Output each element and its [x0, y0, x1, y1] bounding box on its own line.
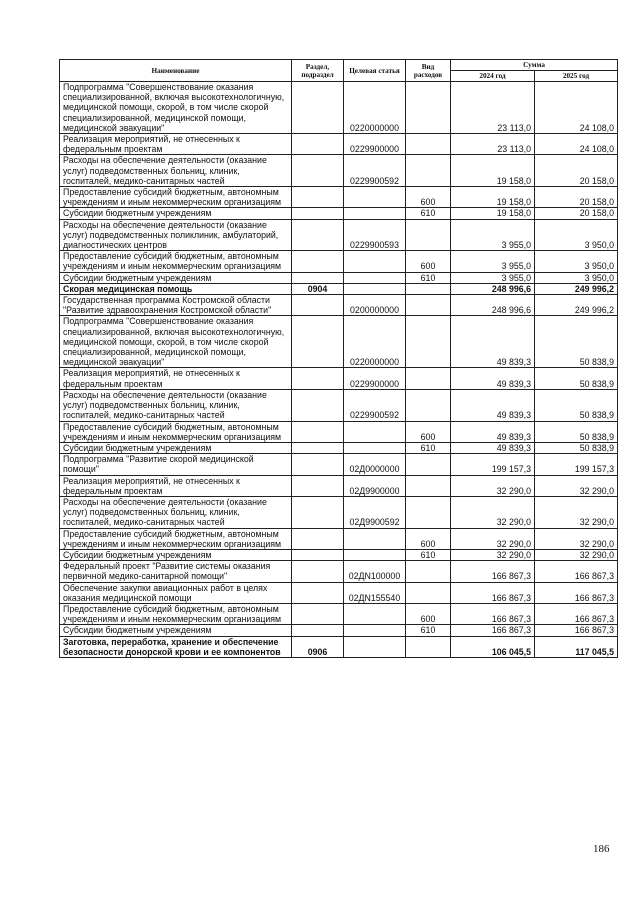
table-row — [60, 582, 618, 603]
row-target: 02Д9900000 — [344, 475, 406, 496]
table-row — [60, 187, 618, 208]
row-expense-type — [406, 295, 451, 316]
row-target — [344, 603, 406, 624]
row-sum-2024: 199 157,3 — [451, 454, 535, 475]
table-row — [60, 475, 618, 496]
row-sum-2024: 3 955,0 — [451, 251, 535, 272]
row-sum-2024: 19 158,0 — [451, 187, 535, 208]
table-row — [60, 316, 618, 368]
row-target: 0220000000 — [344, 82, 406, 134]
row-name: Подпрограмма "Развитие скорой медицинской помощи" — [60, 454, 292, 475]
table-row — [60, 219, 618, 251]
row-target: 0229900000 — [344, 134, 406, 155]
row-sum-2024: 166 867,3 — [451, 603, 535, 624]
row-target — [344, 636, 406, 657]
row-sum-2025: 3 950,0 — [535, 251, 618, 272]
row-section — [292, 625, 344, 636]
table-row — [60, 272, 618, 283]
row-expense-type: 610 — [406, 272, 451, 283]
row-name: Реализация мероприятий, не отнесенных к федеральным проектам — [60, 368, 292, 389]
table-row — [60, 636, 618, 657]
row-section: 0906 — [292, 636, 344, 657]
row-section — [292, 454, 344, 475]
row-name: Расходы на обеспечение деятельности (оказание услуг) подведомственных больниц, клиник, госпиталей, медико-санитарных частей — [60, 389, 292, 421]
table-row — [60, 421, 618, 442]
row-expense-type: 610 — [406, 442, 451, 453]
row-section — [292, 603, 344, 624]
table-row — [60, 442, 618, 453]
row-section — [292, 187, 344, 208]
table-row — [60, 251, 618, 272]
table-row — [60, 389, 618, 421]
row-target — [344, 208, 406, 219]
table-row — [60, 134, 618, 155]
table-row — [60, 295, 618, 316]
row-name: Субсидии бюджетным учреждениям — [60, 625, 292, 636]
page-number: 186 — [593, 843, 610, 855]
row-expense-type: 600 — [406, 528, 451, 549]
budget-table — [59, 59, 618, 658]
row-target: 0229900592 — [344, 155, 406, 187]
row-section — [292, 82, 344, 134]
row-target: 0200000000 — [344, 295, 406, 316]
row-section — [292, 155, 344, 187]
row-name: Предоставление субсидий бюджетным, автономным учреждениям и иным некоммерческим организациям — [60, 603, 292, 624]
row-sum-2024: 106 045,5 — [451, 636, 535, 657]
row-expense-type: 600 — [406, 251, 451, 272]
table-row — [60, 528, 618, 549]
row-sum-2024: 49 839,3 — [451, 442, 535, 453]
row-section — [292, 295, 344, 316]
row-section — [292, 528, 344, 549]
row-sum-2025: 20 158,0 — [535, 208, 618, 219]
row-section — [292, 316, 344, 368]
row-section — [292, 496, 344, 528]
row-section — [292, 421, 344, 442]
row-sum-2024: 32 290,0 — [451, 528, 535, 549]
row-target — [344, 272, 406, 283]
row-name: Предоставление субсидий бюджетным, автономным учреждениям и иным некоммерческим организациям — [60, 528, 292, 549]
row-target — [344, 187, 406, 208]
row-expense-type: 600 — [406, 421, 451, 442]
row-section: 0904 — [292, 283, 344, 294]
row-name: Предоставление субсидий бюджетным, автономным учреждениям и иным некоммерческим организациям — [60, 187, 292, 208]
header-year-2024: 2024 год — [451, 71, 535, 82]
row-section — [292, 368, 344, 389]
row-sum-2025: 50 838,9 — [535, 389, 618, 421]
row-sum-2025: 50 838,9 — [535, 442, 618, 453]
row-sum-2024: 3 955,0 — [451, 219, 535, 251]
row-sum-2024: 23 113,0 — [451, 82, 535, 134]
row-sum-2025: 24 108,0 — [535, 82, 618, 134]
row-section — [292, 272, 344, 283]
table-row — [60, 208, 618, 219]
row-expense-type: 600 — [406, 187, 451, 208]
row-sum-2024: 32 290,0 — [451, 496, 535, 528]
row-section — [292, 442, 344, 453]
row-section — [292, 389, 344, 421]
row-name: Подпрограмма "Совершенствование оказания специализированной, включая высокотехнологичную, медицинской помощи, скорой, в том числе скорой специализированной, медицинской помощи, медицинской эвакуации" — [60, 316, 292, 368]
row-sum-2024: 49 839,3 — [451, 368, 535, 389]
header-expense-type: Вид расходов — [406, 60, 451, 82]
row-sum-2024: 166 867,3 — [451, 582, 535, 603]
row-sum-2024: 19 158,0 — [451, 208, 535, 219]
row-name: Расходы на обеспечение деятельности (оказание услуг) подведомственных больниц, клиник, госпиталей, медико-санитарных частей — [60, 155, 292, 187]
row-target: 02ДN155540 — [344, 582, 406, 603]
row-sum-2025: 3 950,0 — [535, 219, 618, 251]
row-target: 02Д0000000 — [344, 454, 406, 475]
row-expense-type — [406, 389, 451, 421]
row-section — [292, 219, 344, 251]
row-sum-2025: 166 867,3 — [535, 582, 618, 603]
row-sum-2025: 24 108,0 — [535, 134, 618, 155]
row-sum-2024: 248 996,6 — [451, 283, 535, 294]
table-row — [60, 603, 618, 624]
row-target — [344, 283, 406, 294]
row-sum-2024: 19 158,0 — [451, 155, 535, 187]
row-section — [292, 475, 344, 496]
row-sum-2025: 50 838,9 — [535, 421, 618, 442]
row-sum-2024: 49 839,3 — [451, 316, 535, 368]
row-name: Предоставление субсидий бюджетным, автономным учреждениям и иным некоммерческим организациям — [60, 251, 292, 272]
row-target — [344, 421, 406, 442]
row-name: Федеральный проект "Развитие системы оказания первичной медико-санитарной помощи" — [60, 561, 292, 582]
row-target — [344, 442, 406, 453]
row-sum-2025: 32 290,0 — [535, 549, 618, 560]
row-expense-type: 610 — [406, 625, 451, 636]
table-body — [60, 82, 618, 658]
row-sum-2025: 249 996,2 — [535, 295, 618, 316]
row-target: 0229900592 — [344, 389, 406, 421]
row-sum-2025: 32 290,0 — [535, 475, 618, 496]
row-name: Расходы на обеспечение деятельности (оказание услуг) подведомственных поликлиник, амбулаторий, диагностических центров — [60, 219, 292, 251]
row-name: Скорая медицинская помощь — [60, 283, 292, 294]
row-name: Подпрограмма "Совершенствование оказания специализированной, включая высокотехнологичную, медицинской помощи, скорой, в том числе скорой специализированной, медицинской помощи, медицинской эвакуации" — [60, 82, 292, 134]
row-sum-2024: 248 996,6 — [451, 295, 535, 316]
header-target: Целевая статья — [344, 60, 406, 82]
row-expense-type: 610 — [406, 208, 451, 219]
row-sum-2024: 166 867,3 — [451, 561, 535, 582]
row-expense-type — [406, 475, 451, 496]
table-row — [60, 368, 618, 389]
row-name: Предоставление субсидий бюджетным, автономным учреждениям и иным некоммерческим организациям — [60, 421, 292, 442]
row-sum-2025: 20 158,0 — [535, 155, 618, 187]
row-name: Расходы на обеспечение деятельности (оказание услуг) подведомственных больниц, клиник, госпиталей, медико-санитарных частей — [60, 496, 292, 528]
table-row — [60, 454, 618, 475]
row-name: Субсидии бюджетным учреждениям — [60, 549, 292, 560]
row-sum-2025: 32 290,0 — [535, 496, 618, 528]
row-sum-2025: 166 867,3 — [535, 561, 618, 582]
row-section — [292, 582, 344, 603]
row-target — [344, 528, 406, 549]
header-year-2025: 2025 год — [535, 71, 618, 82]
row-name: Реализация мероприятий, не отнесенных к федеральным проектам — [60, 134, 292, 155]
row-expense-type — [406, 454, 451, 475]
row-sum-2025: 50 838,9 — [535, 368, 618, 389]
row-section — [292, 251, 344, 272]
row-expense-type — [406, 496, 451, 528]
row-target — [344, 625, 406, 636]
row-sum-2024: 49 839,3 — [451, 421, 535, 442]
table-row — [60, 155, 618, 187]
row-name: Субсидии бюджетным учреждениям — [60, 272, 292, 283]
row-target: 02ДN100000 — [344, 561, 406, 582]
row-expense-type — [406, 82, 451, 134]
row-sum-2025: 50 838,9 — [535, 316, 618, 368]
row-sum-2024: 3 955,0 — [451, 272, 535, 283]
row-name: Реализация мероприятий, не отнесенных к федеральным проектам — [60, 475, 292, 496]
row-sum-2025: 3 950,0 — [535, 272, 618, 283]
header-name: Наименование — [60, 60, 292, 82]
table-row — [60, 549, 618, 560]
row-target — [344, 549, 406, 560]
row-target: 0229900000 — [344, 368, 406, 389]
row-section — [292, 208, 344, 219]
row-target: 0229900593 — [344, 219, 406, 251]
row-target: 02Д9900592 — [344, 496, 406, 528]
header-section: Раздел, подраздел — [292, 60, 344, 82]
row-sum-2025: 199 157,3 — [535, 454, 618, 475]
row-expense-type — [406, 368, 451, 389]
row-sum-2024: 166 867,3 — [451, 625, 535, 636]
table-row — [60, 496, 618, 528]
row-name: Субсидии бюджетным учреждениям — [60, 208, 292, 219]
row-expense-type — [406, 561, 451, 582]
row-expense-type: 610 — [406, 549, 451, 560]
row-sum-2024: 23 113,0 — [451, 134, 535, 155]
row-expense-type — [406, 134, 451, 155]
row-sum-2025: 20 158,0 — [535, 187, 618, 208]
row-expense-type — [406, 316, 451, 368]
row-name: Обеспечение закупки авиационных работ в целях оказания медицинской помощи — [60, 582, 292, 603]
row-name: Субсидии бюджетным учреждениям — [60, 442, 292, 453]
row-sum-2025: 249 996,2 — [535, 283, 618, 294]
row-sum-2024: 32 290,0 — [451, 549, 535, 560]
row-expense-type — [406, 636, 451, 657]
row-expense-type — [406, 283, 451, 294]
row-section — [292, 561, 344, 582]
table-row — [60, 561, 618, 582]
row-sum-2025: 32 290,0 — [535, 528, 618, 549]
row-expense-type — [406, 219, 451, 251]
header-sum: Сумма — [451, 60, 618, 71]
row-expense-type — [406, 582, 451, 603]
row-name: Государственная программа Костромской области "Развитие здравоохранения Костромской области" — [60, 295, 292, 316]
row-expense-type: 600 — [406, 603, 451, 624]
row-sum-2024: 32 290,0 — [451, 475, 535, 496]
row-target — [344, 251, 406, 272]
row-sum-2025: 117 045,5 — [535, 636, 618, 657]
table-row — [60, 625, 618, 636]
row-target: 0220000000 — [344, 316, 406, 368]
table-row — [60, 82, 618, 134]
row-sum-2025: 166 867,3 — [535, 625, 618, 636]
row-section — [292, 549, 344, 560]
row-sum-2024: 49 839,3 — [451, 389, 535, 421]
row-name: Заготовка, переработка, хранение и обеспечение безопасности донорской крови и ее компонентов — [60, 636, 292, 657]
row-section — [292, 134, 344, 155]
row-sum-2025: 166 867,3 — [535, 603, 618, 624]
row-expense-type — [406, 155, 451, 187]
table-row — [60, 283, 618, 294]
